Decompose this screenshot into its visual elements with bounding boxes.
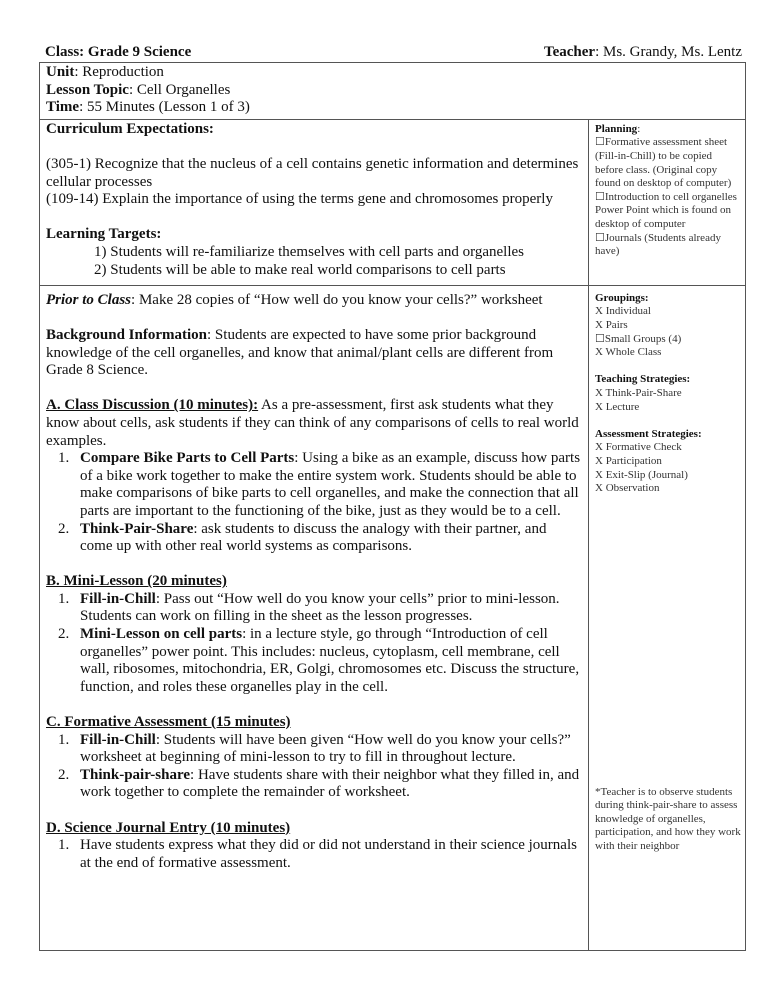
class-label: Class:: [45, 44, 85, 60]
step-text: : ask students to discuss the analogy with their partner, and come up with other real world systems as comparisons.: [80, 520, 547, 555]
section-step: [46, 626, 582, 696]
step-label: Fill-in-Chill: [80, 590, 156, 607]
assessment-item: X Participation: [595, 454, 662, 467]
section-heading: [46, 573, 582, 591]
lesson-section: [46, 573, 582, 696]
teacher-note: *Teacher is to observe students during think-pair-share to assess knowledge of organelles, participation, and how they work with their neighbor: [595, 785, 741, 853]
grouping-item: X Individual: [595, 305, 651, 318]
expectation: (109-14) Explain the importance of using the terms gene and chromosomes properly: [46, 191, 553, 208]
unit-label: Unit: [46, 64, 75, 80]
procedure-cell: [40, 285, 589, 950]
step-number: 2.: [58, 766, 70, 783]
lesson-section: [46, 820, 582, 873]
section-heading: [46, 714, 582, 732]
assessment-title: Assessment Strategies:: [595, 427, 702, 440]
step-number: 1.: [58, 450, 70, 467]
class-info: [45, 44, 191, 61]
step-text: : Students will have been given “How well do you know your cells?” worksheet at beginning of mini-lesson to try to fill in throughout lecture.: [80, 731, 571, 766]
prior-label: Prior to Class: [46, 291, 132, 308]
prior-text: : Make 28 copies of “How well do you know your cells?” worksheet: [131, 291, 543, 308]
teacher-value: : Ms. Grandy, Ms. Lentz: [595, 44, 742, 60]
step-number: 2.: [58, 520, 70, 537]
planning-item: ☐Journals (Students already have): [595, 231, 721, 258]
teacher-label: Teacher: [543, 44, 596, 60]
class-value: Grade 9 Science: [87, 44, 192, 60]
grouping-item: X Pairs: [595, 318, 628, 331]
step-number: 2.: [58, 626, 70, 643]
step-text: Have students express what they did or did not understand in their science journals at the end of formative assessment.: [80, 837, 577, 871]
expectation: (305-1) Recognize that the nucleus of a cell contains genetic information and determines cellular processes: [46, 155, 579, 190]
header: [45, 44, 742, 61]
step-label: Mini-Lesson on cell parts: [80, 626, 243, 643]
step-text: : Have students share with their neighbor what they filled in, and work together to complete the remainder of worksheet.: [80, 766, 580, 801]
targets-title: Learning Targets:: [46, 226, 162, 243]
groupings-title: Groupings:: [595, 291, 649, 304]
background-info: [46, 327, 582, 380]
unit: [46, 64, 739, 82]
section-step: [46, 767, 582, 802]
prior-to-class: [46, 292, 582, 310]
step-label: Compare Bike Parts to Cell Parts: [80, 450, 295, 467]
section-heading: [46, 397, 582, 450]
topic-value: : Cell Organelles: [128, 81, 231, 98]
time-value: : 55 Minutes (Lesson 1 of 3): [79, 99, 250, 116]
section-title: D. Science Journal Entry (10 minutes): [46, 819, 291, 836]
assessment-item: X Exit-Slip (Journal): [595, 468, 688, 481]
planning-title: Planning: [595, 122, 638, 135]
grouping-item: X Whole Class: [595, 346, 662, 359]
section-step: [46, 450, 582, 520]
planning-item: ☐Introduction to cell organelles Power Point which is found on desktop of computer: [595, 190, 737, 230]
section-step: [46, 732, 582, 767]
section-title: A. Class Discussion (10 minutes):: [46, 397, 259, 414]
teacher-info: [544, 44, 742, 61]
section-title: C. Formative Assessment (15 minutes): [46, 714, 291, 731]
step-text: : Pass out “How well do you know your cells” prior to mini-lesson. Students can work on filling in the sheet as the lesson progresses.: [80, 590, 560, 625]
lesson-info: [40, 63, 746, 120]
step-label: Think-Pair-Share: [80, 520, 194, 537]
section-step: [46, 837, 582, 872]
step-label: Fill-in-Chill: [80, 731, 156, 748]
step-number: 1.: [58, 590, 70, 607]
section-step: [46, 591, 582, 626]
section-title: B. Mini-Lesson (20 minutes): [46, 573, 227, 590]
section-step: [46, 521, 582, 556]
sections: [46, 397, 582, 872]
background-label: Background Information: [46, 326, 208, 343]
strategies-cell: [589, 285, 746, 950]
step-number: 1.: [58, 837, 70, 854]
planning-item: ☐Formative assessment sheet (Fill-in-Chill) to be copied before class. (Original copy found on desktop of computer): [595, 136, 732, 190]
step-number: 1.: [58, 731, 70, 748]
section-intro: As a pre-assessment, first ask students what they know about cells, ask students if they can think of any comparisons of cells to real world examples.: [46, 397, 579, 449]
time: [46, 99, 739, 117]
grouping-item: ☐Small Groups (4): [595, 332, 682, 345]
planning-cell: Planning: ☐Formative assessment sheet (Fill-in-Chill) to be copied before class. (Original copy found on desktop of computer) ☐Introduction to cell organelles Power Point which is found on desktop of computer ☐Journals (Students already have): [589, 119, 746, 285]
step-text: : in a lecture style, go through “Introduction of cell organelles” power point. This includes: nucleus, cytoplasm, cell membrane, cell wall, ribosomes, mitochondria, ER, Golgi, chromosomes etc. Discuss the structure, function, and roles these organelles play in the cell.: [80, 626, 580, 695]
target: 2) Students will be able to make real world comparisons to cell parts: [94, 261, 506, 278]
teaching-item: X Think-Pair-Share: [595, 386, 682, 399]
lesson-section: [46, 397, 582, 555]
unit-value: : Reproduction: [74, 64, 164, 80]
topic-label: Lesson Topic: [46, 81, 129, 98]
lesson-table: [39, 62, 746, 951]
step-label: Think-pair-share: [80, 766, 191, 783]
time-label: Time: [46, 99, 80, 116]
curriculum-title: Curriculum Expectations:: [46, 120, 214, 137]
assessment-item: X Observation: [595, 482, 660, 495]
background-text: : Students are expected to have some prior background knowledge of the cell organelles, and know that animal/plant cells are different from Grade 8 Science.: [46, 326, 554, 379]
section-heading: [46, 820, 582, 838]
step-text: : Using a bike as an example, discuss how parts of a bike work together to make the entire system work. Students should be able to make comparisons of bike parts to cell organelles, and make the connection that all parts are important to the functioning of the bike, just as they would be to a cell.: [80, 450, 581, 519]
curriculum-cell: [40, 119, 589, 285]
lesson-section: [46, 714, 582, 802]
assessment-item: X Formative Check: [595, 441, 682, 454]
teaching-title: Teaching Strategies:: [595, 373, 691, 386]
teaching-item: X Lecture: [595, 400, 640, 413]
target: 1) Students will re-familiarize themselves with cell parts and organelles: [94, 243, 525, 260]
topic: [46, 82, 739, 100]
